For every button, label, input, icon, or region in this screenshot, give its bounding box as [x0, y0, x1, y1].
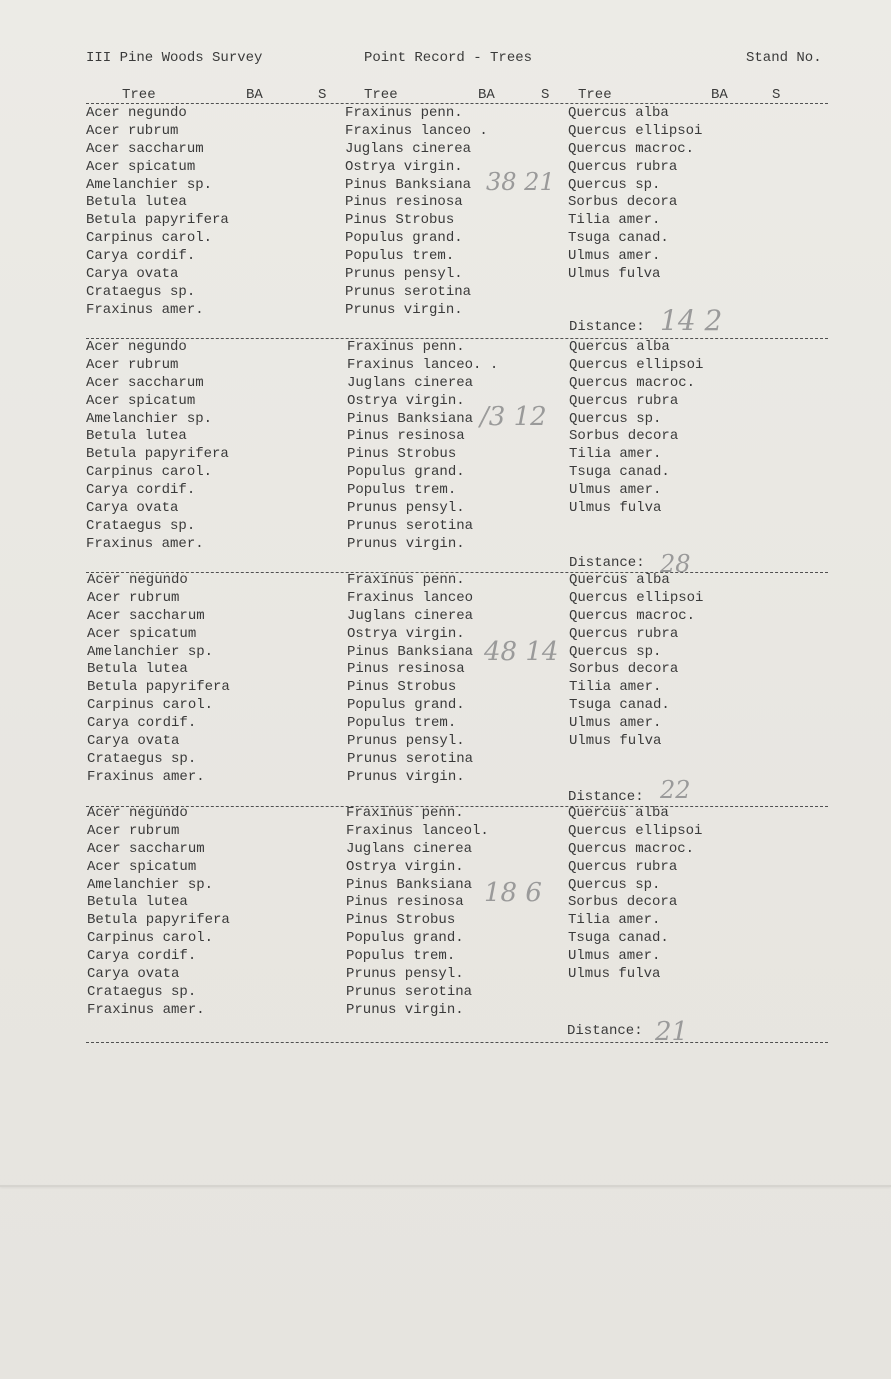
- species-entry: Acer saccharum: [86, 140, 204, 157]
- species-entry: Carya ovata: [87, 733, 180, 750]
- col1-tree-header: Tree: [122, 87, 156, 103]
- species-entry: Prunus serotina: [346, 983, 473, 1000]
- species-entry: Quercus alba: [569, 339, 670, 355]
- species-entry: Populus trem.: [347, 715, 457, 732]
- species-entry: Quercus ellipsoi: [569, 589, 704, 606]
- species-entry: Acer negundo: [86, 105, 187, 121]
- species-entry: Ostrya virgin.: [347, 392, 465, 409]
- section-1-col2-list: [345, 105, 488, 320]
- species-entry: Quercus sp.: [568, 176, 661, 193]
- species-entry: Juglans cinerea: [346, 840, 473, 857]
- species-entry: Quercus rubra: [568, 158, 678, 175]
- species-entry: Quercus ellipsoi: [569, 356, 704, 373]
- species-entry: Acer spicatum: [87, 625, 197, 642]
- section-1-handwritten-distance: 14 2: [660, 304, 723, 337]
- species-entry: Populus grand.: [347, 464, 465, 481]
- species-entry: Betula lutea: [86, 194, 187, 211]
- col2-ba-header: BA: [478, 87, 495, 103]
- species-entry: Prunus pensyl.: [346, 966, 464, 983]
- species-entry: Sorbus decora: [569, 428, 679, 445]
- species-entry: Quercus sp.: [568, 876, 661, 893]
- species-entry: Pinus resinosa: [347, 428, 465, 445]
- species-entry: Ostrya virgin.: [345, 158, 463, 175]
- section-1-col3-list: [568, 105, 702, 284]
- species-entry: Ulmus fulva: [568, 966, 661, 983]
- species-entry: Fraxinus amer.: [86, 535, 204, 552]
- col3-ba-header: BA: [711, 87, 728, 103]
- species-entry: Carya cordif.: [86, 248, 196, 265]
- species-entry: Ulmus amer.: [568, 948, 661, 965]
- species-entry: Carya cordif.: [87, 715, 197, 732]
- species-entry: Juglans cinerea: [347, 374, 474, 391]
- species-entry: Quercus sp.: [569, 643, 662, 660]
- section-3-handwritten-distance: 22: [660, 776, 691, 804]
- species-entry: Pinus resinosa: [346, 894, 464, 911]
- species-entry: Carpinus carol.: [87, 930, 214, 947]
- species-entry: Quercus ellipsoi: [568, 122, 703, 139]
- species-entry: Carya cordif.: [87, 948, 197, 965]
- section-2-distance-label: Distance:: [569, 555, 645, 571]
- section-2-col1-list: [86, 339, 229, 554]
- species-entry: Acer spicatum: [87, 858, 197, 875]
- species-entry: Prunus virgin.: [347, 768, 465, 785]
- species-entry: Ostrya virgin.: [347, 625, 465, 642]
- section-3-col2-list: [347, 572, 473, 787]
- species-entry: Quercus sp.: [569, 410, 662, 427]
- species-entry: Acer saccharum: [87, 840, 205, 857]
- species-entry: Prunus serotina: [347, 750, 474, 767]
- section-1-handwritten-ba: 38 21: [486, 168, 555, 196]
- species-entry: Prunus pensyl.: [345, 266, 463, 283]
- species-entry: Quercus macroc.: [568, 140, 695, 157]
- species-entry: Sorbus decora: [568, 194, 678, 211]
- section-4-col1-list: [87, 805, 230, 1020]
- species-entry: Populus trem.: [345, 248, 455, 265]
- species-entry: Pinus resinosa: [345, 194, 463, 211]
- species-entry: Pinus Banksiana: [345, 176, 472, 193]
- species-entry: Pinus Banksiana: [347, 643, 474, 660]
- section-3-handwritten-ba: 48 14: [484, 637, 559, 667]
- species-entry: Ostrya virgin.: [346, 858, 464, 875]
- species-entry: Crataegus sp.: [86, 283, 196, 300]
- species-entry: Betula lutea: [86, 428, 187, 445]
- species-entry: Tilia amer.: [569, 679, 662, 696]
- species-entry: Tilia amer.: [568, 912, 661, 929]
- section-3-col1-list: [87, 572, 230, 787]
- col2-s-header: S: [541, 87, 550, 103]
- species-entry: Prunus virgin.: [345, 301, 463, 318]
- species-entry: Ulmus amer.: [568, 248, 661, 265]
- species-entry: Quercus rubra: [569, 625, 679, 642]
- species-entry: Acer rubrum: [87, 822, 180, 839]
- species-entry: Ulmus fulva: [569, 500, 662, 517]
- form-title: Point Record - Trees: [364, 50, 533, 66]
- section-2-col3-list: [569, 339, 703, 518]
- species-entry: Ulmus amer.: [569, 715, 662, 732]
- section-4-handwritten-distance: 21: [655, 1017, 689, 1047]
- species-entry: Carpinus carol.: [86, 464, 213, 481]
- species-entry: Amelanchier sp.: [87, 876, 214, 893]
- species-entry: Betula papyrifera: [86, 212, 229, 229]
- species-entry: Fraxinus lanceol.: [346, 822, 489, 839]
- col1-ba-header: BA: [246, 87, 263, 103]
- species-entry: Quercus rubra: [568, 858, 678, 875]
- header-separator: [86, 103, 828, 104]
- species-entry: Betula papyrifera: [87, 679, 230, 696]
- species-entry: Acer rubrum: [87, 589, 180, 606]
- species-entry: Acer negundo: [86, 339, 187, 355]
- section-4-col3-list: [568, 805, 702, 984]
- species-entry: Prunus serotina: [345, 283, 472, 300]
- species-entry: Pinus Strobus: [347, 446, 457, 463]
- species-entry: Quercus rubra: [569, 392, 679, 409]
- species-entry: Carpinus carol.: [87, 697, 214, 714]
- species-entry: Quercus alba: [568, 105, 669, 121]
- species-entry: Acer spicatum: [86, 158, 196, 175]
- species-entry: Tsuga canad.: [568, 930, 669, 947]
- species-entry: Betula lutea: [87, 894, 188, 911]
- species-entry: Carya ovata: [87, 966, 180, 983]
- species-entry: Crataegus sp.: [87, 750, 197, 767]
- species-entry: Acer negundo: [87, 805, 188, 821]
- species-entry: Quercus macroc.: [569, 374, 696, 391]
- section-4-distance-label: Distance:: [567, 1023, 643, 1039]
- species-entry: Pinus Banksiana: [346, 876, 473, 893]
- col3-tree-header: Tree: [578, 87, 612, 103]
- species-entry: Prunus serotina: [347, 517, 474, 534]
- species-entry: Betula papyrifera: [86, 446, 229, 463]
- section-1-col1-list: [86, 105, 229, 320]
- species-entry: Tilia amer.: [568, 212, 661, 229]
- species-entry: Ulmus fulva: [569, 733, 662, 750]
- stand-number-label: Stand No.: [746, 50, 822, 66]
- species-entry: Betula lutea: [87, 661, 188, 678]
- species-entry: Crataegus sp.: [87, 983, 197, 1000]
- species-entry: Quercus macroc.: [569, 607, 696, 624]
- species-entry: Populus grand.: [347, 697, 465, 714]
- species-entry: Acer rubrum: [86, 122, 179, 139]
- species-entry: Carya cordif.: [86, 482, 196, 499]
- species-entry: Populus grand.: [345, 230, 463, 247]
- species-entry: Quercus alba: [569, 572, 670, 588]
- species-entry: Pinus Banksiana: [347, 410, 474, 427]
- species-entry: Prunus virgin.: [346, 1001, 464, 1018]
- species-entry: Fraxinus penn.: [347, 339, 465, 355]
- species-entry: Carpinus carol.: [86, 230, 213, 247]
- species-entry: Fraxinus penn.: [346, 805, 464, 821]
- section-2-col2-list: [347, 339, 498, 554]
- species-entry: Fraxinus penn.: [347, 572, 465, 588]
- species-entry: Ulmus fulva: [568, 266, 661, 283]
- species-entry: Amelanchier sp.: [86, 176, 213, 193]
- species-entry: Juglans cinerea: [347, 607, 474, 624]
- species-entry: Betula papyrifera: [87, 912, 230, 929]
- species-entry: Amelanchier sp.: [87, 643, 214, 660]
- species-entry: Prunus virgin.: [347, 535, 465, 552]
- species-entry: Fraxinus amer.: [86, 301, 204, 318]
- species-entry: Pinus Strobus: [345, 212, 455, 229]
- species-entry: Acer negundo: [87, 572, 188, 588]
- species-entry: Pinus Strobus: [347, 679, 457, 696]
- species-entry: Populus trem.: [347, 482, 457, 499]
- species-entry: Quercus alba: [568, 805, 669, 821]
- col3-s-header: S: [772, 87, 781, 103]
- col1-s-header: S: [318, 87, 327, 103]
- species-entry: Sorbus decora: [569, 661, 679, 678]
- section-4-handwritten-ba: 18 6: [484, 878, 542, 908]
- species-entry: Fraxinus lanceo. .: [347, 356, 499, 373]
- species-entry: Quercus macroc.: [568, 840, 695, 857]
- paper-fold-line: [0, 1185, 891, 1187]
- species-entry: Acer saccharum: [87, 607, 205, 624]
- species-entry: Tsuga canad.: [569, 697, 670, 714]
- species-entry: Populus grand.: [346, 930, 464, 947]
- species-entry: Quercus ellipsoi: [568, 822, 703, 839]
- species-entry: Tilia amer.: [569, 446, 662, 463]
- species-entry: Acer spicatum: [86, 392, 196, 409]
- species-entry: Tsuga canad.: [568, 230, 669, 247]
- species-entry: Carya ovata: [86, 266, 179, 283]
- section-4-col2-list: [346, 805, 489, 1020]
- species-entry: Fraxinus penn.: [345, 105, 463, 121]
- species-entry: Tsuga canad.: [569, 464, 670, 481]
- section-3-col3-list: [569, 572, 703, 751]
- species-entry: Pinus resinosa: [347, 661, 465, 678]
- section-1-distance-label: Distance:: [569, 319, 645, 335]
- species-entry: Sorbus decora: [568, 894, 678, 911]
- species-entry: Acer rubrum: [86, 356, 179, 373]
- species-entry: Acer saccharum: [86, 374, 204, 391]
- species-entry: Fraxinus amer.: [87, 1001, 205, 1018]
- species-entry: Fraxinus amer.: [87, 768, 205, 785]
- col2-tree-header: Tree: [364, 87, 398, 103]
- section-2-handwritten-ba: /3 12: [480, 402, 547, 432]
- species-entry: Prunus pensyl.: [347, 733, 465, 750]
- section-2-handwritten-distance: 28: [660, 550, 691, 578]
- species-entry: Ulmus amer.: [569, 482, 662, 499]
- species-entry: Carya ovata: [86, 500, 179, 517]
- species-entry: Fraxinus lanceo: [347, 589, 474, 606]
- species-entry: Prunus pensyl.: [347, 500, 465, 517]
- species-entry: Fraxinus lanceo .: [345, 122, 488, 139]
- species-entry: Amelanchier sp.: [86, 410, 213, 427]
- species-entry: Populus trem.: [346, 948, 456, 965]
- survey-title: III Pine Woods Survey: [86, 50, 263, 66]
- section-3-distance-label: Distance:: [568, 789, 644, 805]
- species-entry: Pinus Strobus: [346, 912, 456, 929]
- species-entry: Juglans cinerea: [345, 140, 472, 157]
- section-separator-4: [86, 1042, 828, 1043]
- species-entry: Crataegus sp.: [86, 517, 196, 534]
